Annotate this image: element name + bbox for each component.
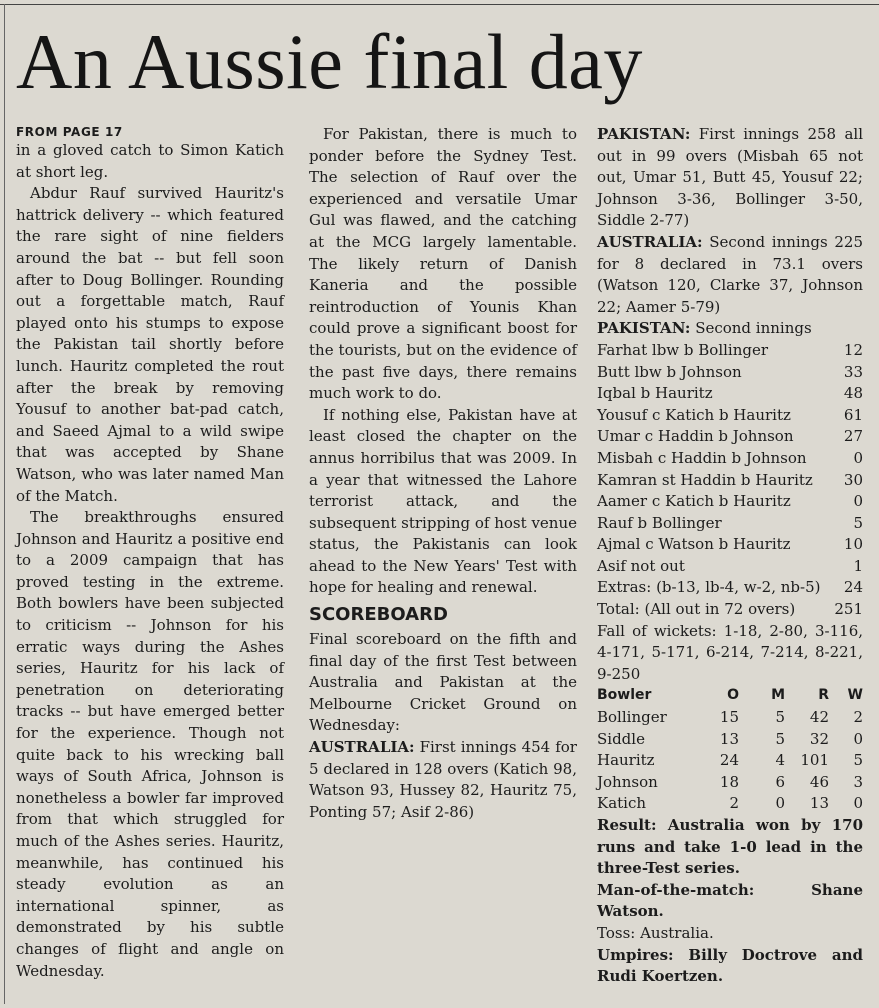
bowler-name: Katich [597, 794, 647, 813]
batsman-dismissal: Umar c Haddin b Johnson [597, 427, 794, 446]
bowler-runs: 32 [809, 729, 829, 748]
toss: Toss: Australia. [597, 923, 714, 942]
fall-of-wickets: Fall of wickets: 1-18, 2-80, 3-116, 4-171, 5-171, 6-214, 7-214, 8-221, 9-250 [597, 621, 863, 683]
batsman-runs: 10 [843, 535, 863, 554]
left-border-rule [4, 4, 5, 1004]
column-3 [597, 124, 863, 988]
batsman-dismissal: Farhat lbw b Bollinger [597, 340, 769, 359]
scoreboard-intro: Final scoreboard on the fifth and final day of the first Test between Australia and Pakistan at the Melbourne Cricket Ground on Wednesday: [309, 630, 577, 735]
batting-row [597, 513, 863, 535]
bowler-overs: 13 [719, 729, 739, 748]
batsman-dismissal: Misbah c Haddin b Johnson [597, 448, 807, 467]
pakistan-first-innings-label: PAKISTAN: [597, 125, 691, 143]
bowling-row [597, 772, 863, 794]
batsman-dismissal: Aamer c Katich b Hauritz [597, 492, 791, 511]
extras-value: 24 [843, 578, 863, 597]
batsman-runs: 5 [853, 513, 863, 532]
bowler-runs: 101 [800, 751, 829, 770]
bowling-header-row [597, 685, 863, 707]
bowling-header-runs: R [818, 687, 829, 704]
batting-row [597, 491, 863, 513]
pakistan-second-innings-text: Second innings [695, 319, 812, 338]
bowling-header-maidens: M [771, 687, 785, 704]
batsman-dismissal: Asif not out [597, 556, 685, 575]
batsman-runs: 12 [843, 340, 863, 359]
total-label: Total: (All out in 72 overs) [597, 600, 796, 619]
bowler-overs: 18 [719, 772, 739, 791]
extras-label: Extras: (b-13, lb-4, w-2, nb-5) [597, 578, 821, 597]
batsman-dismissal: Yousuf c Katich b Hauritz [597, 405, 791, 424]
batsman-dismissal: Butt lbw b Johnson [597, 362, 742, 381]
headline: An Aussie final day [16, 18, 643, 105]
bowler-wickets: 2 [853, 708, 863, 727]
pakistan-first-innings-text: First innings 258 all out in 99 overs (Misbah 65 not out, Umar 51, Butt 45, Yousuf 22; Johnson 3-36, Bollinger 3-50, Siddle 2-77) [597, 125, 863, 230]
total-value: 251 [834, 600, 863, 619]
story-paragraph-2: Abdur Rauf survived Hauritz's hattrick delivery -- which featured the rare sight of nine fielders around the bat -- but fell soon after to Doug Bollinger. Rounding out a forgettable match, Rauf played onto his stumps to expose the Pakistan tail shortly before lunch. Hauritz completed the rout after the break by removing Yousuf to another bat-pad catch, and Saeed Ajmal to a wild swipe that was accepted by Shane Watson, who was later named Man of the Match. [16, 184, 284, 505]
bowler-maidens: 0 [775, 794, 785, 813]
bowler-maidens: 5 [775, 708, 785, 727]
australia-first-innings-label: AUSTRALIA: [309, 738, 415, 757]
bowling-figures [597, 685, 863, 815]
bowler-maidens: 4 [775, 751, 785, 770]
batsman-runs: 0 [853, 492, 863, 511]
batsman-runs: 61 [843, 405, 863, 424]
bowling-row [597, 793, 863, 815]
pakistan-first-innings [597, 124, 863, 232]
bowler-overs: 15 [719, 708, 739, 727]
match-result: Result: Australia won by 170 runs and take 1-0 lead in the three-Test series. [597, 816, 863, 878]
batting-row [597, 534, 863, 556]
batsman-runs: 30 [843, 470, 863, 489]
batsman-runs: 0 [853, 448, 863, 467]
bowling-header-overs: O [727, 687, 739, 704]
bowler-maidens: 6 [775, 772, 785, 791]
bowler-wickets: 3 [853, 772, 863, 791]
bowler-runs: 13 [809, 794, 829, 813]
bowler-wickets: 0 [853, 729, 863, 748]
batsman-dismissal: Ajmal c Watson b Hauritz [597, 535, 791, 554]
australia-second-innings-text: Second innings 225 for 8 declared in 73.1 overs (Watson 120, Clarke 37, Johnson 22; Aamer 5-79) [597, 232, 863, 316]
batsman-dismissal: Kamran st Haddin b Hauritz [597, 470, 813, 489]
batsman-dismissal: Rauf b Bollinger [597, 513, 722, 532]
bowler-name: Johnson [597, 772, 658, 791]
batting-row [597, 405, 863, 427]
bowler-overs: 2 [729, 794, 739, 813]
story-paragraph-3: The breakthroughs ensured Johnson and Hauritz a positive end to a 2009 campaign that has proved testing in the extreme. Both bowlers have been subjected to criticism -- Johnson for his erratic ways during the Ashes series, Hauritz for his lack of penetration on deteriorating tracks -- but have emerged better for the experience. Though not quite back to his wrecking ball ways of South Africa, Johnson is nonetheless a bowler far improved from that which struggled for much of the Ashes series. Hauritz, meanwhile, has continued his steady evolution as an international spinner, as demonstrated by his subtle changes of flight and angle on Wednesday. [16, 508, 284, 980]
batsman-runs: 1 [853, 556, 863, 575]
man-of-the-match: Man-of-the-match: Shane Watson. [597, 880, 863, 921]
batting-card [597, 340, 863, 621]
bowling-header-bowler: Bowler [597, 687, 652, 704]
bowler-runs: 42 [809, 708, 829, 727]
extras-row [597, 577, 863, 599]
batsman-runs: 48 [843, 384, 863, 403]
story-paragraph-4: For Pakistan, there is much to ponder before the Sydney Test. The selection of Rauf over the experienced and versatile Umar Gul was flawed, and the catching at the MCG largely lamentable. The likely return of Danish Kaneria and the possible reintroduction of Younis Khan could prove a significant boost for the tourists, but on the evidence of the past five days, there remains much work to do. [309, 125, 577, 403]
pakistan-second-innings-label: PAKISTAN: [597, 319, 691, 338]
bowler-runs: 46 [809, 772, 829, 791]
story-paragraph-1: in a gloved catch to Simon Katich at short leg. [16, 141, 284, 181]
bowler-wickets: 0 [853, 794, 863, 813]
australia-first-innings [309, 737, 577, 823]
bowler-name: Hauritz [597, 751, 655, 770]
bowling-row [597, 707, 863, 729]
column-2 [309, 124, 577, 823]
australia-second-innings [597, 232, 863, 318]
batting-row [597, 448, 863, 470]
australia-second-innings-label: AUSTRALIA: [597, 232, 703, 251]
bowler-name: Bollinger [597, 708, 667, 727]
bowler-wickets: 5 [853, 751, 863, 770]
batting-row [597, 426, 863, 448]
batting-row [597, 556, 863, 578]
batsman-runs: 27 [843, 427, 863, 446]
total-row [597, 599, 863, 621]
batsman-dismissal: Iqbal b Hauritz [597, 384, 713, 403]
bowling-header-wickets: W [847, 687, 863, 704]
pakistan-second-innings [597, 318, 863, 340]
continued-kicker: FROM PAGE 17 [16, 125, 123, 139]
top-border-rule [0, 4, 879, 5]
bowler-maidens: 5 [775, 729, 785, 748]
umpires: Umpires: Billy Doctrove and Rudi Koertzen. [597, 945, 863, 986]
scoreboard-heading: SCOREBOARD [309, 604, 448, 626]
batting-row [597, 362, 863, 384]
bowler-overs: 24 [719, 751, 739, 770]
column-1 [16, 124, 284, 982]
batting-row [597, 383, 863, 405]
batting-row [597, 470, 863, 492]
bowling-row [597, 750, 863, 772]
story-paragraph-5: If nothing else, Pakistan have at least closed the chapter on the annus horribilus that was 2009. In a year that witnessed the Lahore terrorist attack, and the subsequent stripping of host venue status, the Pakistanis can look ahead to the New Years' Test with hope for healing and renewal. [309, 405, 577, 597]
bowling-row [597, 729, 863, 751]
bowler-name: Siddle [597, 729, 645, 748]
batsman-runs: 33 [843, 362, 863, 381]
australia-first-innings-text: First innings 454 for 5 declared in 128 overs (Katich 98, Watson 93, Hussey 82, Hauritz 75, Ponting 57; Asif 2-86) [309, 738, 577, 821]
batting-row [597, 340, 863, 362]
